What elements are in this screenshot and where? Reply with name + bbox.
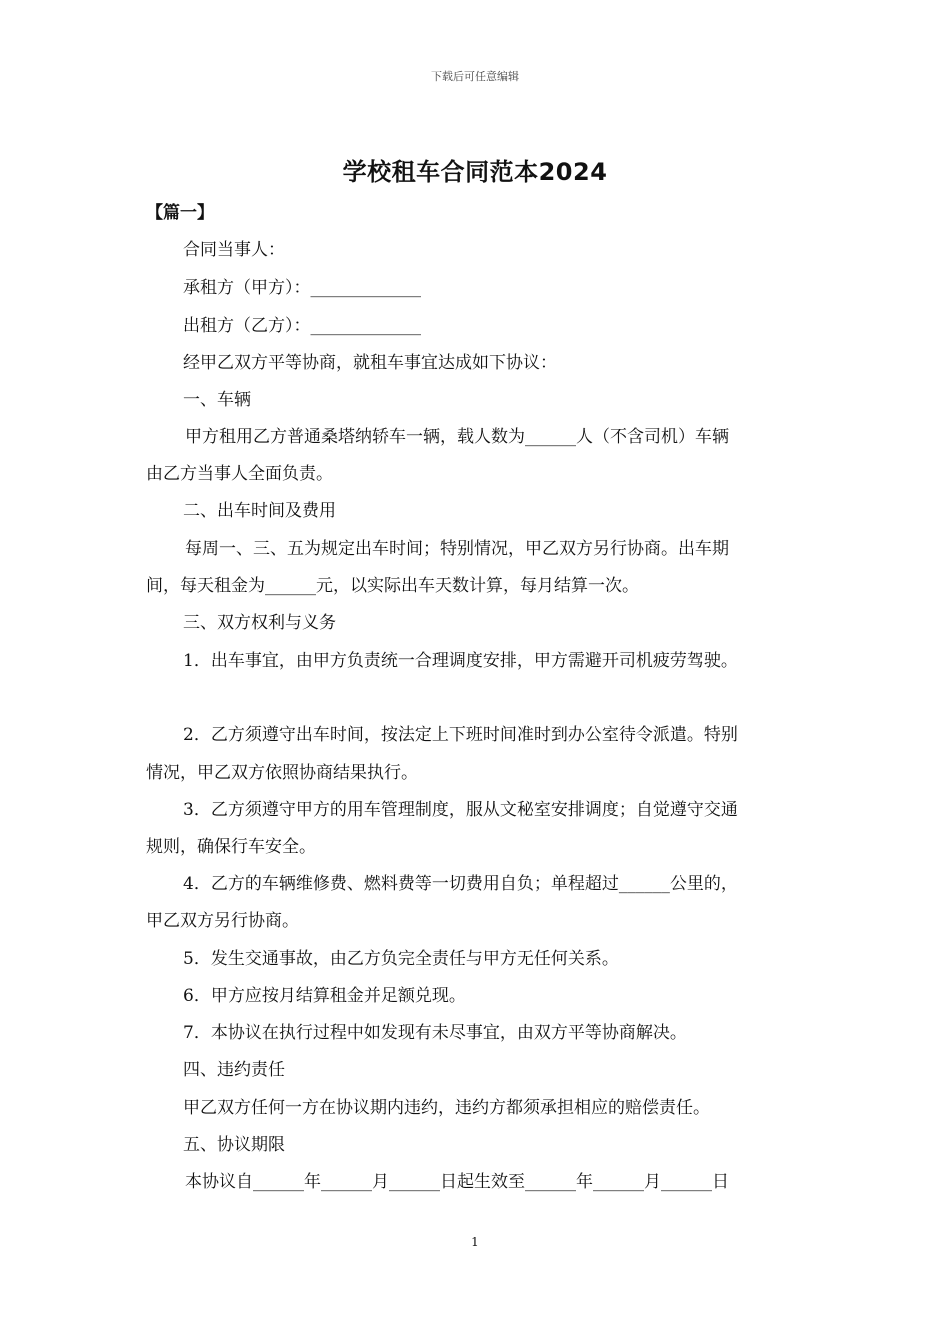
paragraph-line: 情况，甲乙双方依照协商结果执行。	[146, 763, 418, 783]
paragraph-line: 二、出车时间及费用	[183, 501, 336, 521]
paragraph-line: 出租方（乙方）：_____________	[183, 316, 421, 336]
paragraph-line: 经甲乙双方平等协商，就租车事宜达成如下协议：	[183, 353, 557, 373]
paragraph-line: 每周一、三、五为规定出车时间；特别情况，甲乙双方另行协商。出车期	[185, 539, 729, 559]
paragraph-line: 一、车辆	[183, 390, 251, 410]
paragraph-line: 由乙方当事人全面负责。	[146, 464, 333, 484]
paragraph-line: 合同当事人：	[183, 240, 285, 260]
paragraph-line: 五、协议期限	[183, 1135, 285, 1155]
paragraph-line: 4．乙方的车辆维修费、燃料费等一切费用自负；单程超过______公里的，	[183, 874, 738, 894]
paragraph-line: 2．乙方须遵守出车时间，按法定上下班时间准时到办公室待令派遣。特别	[183, 725, 738, 745]
paragraph-line: 三、双方权利与义务	[183, 613, 336, 633]
document-title: 学校租车合同范本2024	[342, 158, 608, 186]
paragraph-line: 6．甲方应按月结算租金并足额兑现。	[183, 986, 466, 1006]
paragraph-line: 3．乙方须遵守甲方的用车管理制度，服从文秘室安排调度；自觉遵守交通	[183, 800, 738, 820]
paragraph-line: 本协议自______年______月______日起生效至______年______月______日	[185, 1172, 729, 1192]
paragraph-line: 四、违约责任	[183, 1060, 285, 1080]
paragraph-line: 5．发生交通事故，由乙方负完全责任与甲方无任何关系。	[183, 949, 619, 969]
paragraph-line: 1．出车事宜，由甲方负责统一合理调度安排，甲方需避开司机疲劳驾驶。	[183, 651, 738, 671]
paragraph-line: 甲乙双方另行协商。	[146, 911, 299, 931]
section-tag: 【篇一】	[146, 203, 214, 223]
paragraph-line: 间，每天租金为______元，以实际出车天数计算，每月结算一次。	[146, 576, 639, 596]
paragraph-line: 承租方（甲方）：_____________	[183, 278, 421, 298]
header-note: 下载后可任意编辑	[431, 70, 519, 83]
paragraph-line: 规则，确保行车安全。	[146, 837, 316, 857]
paragraph-line: 甲乙双方任何一方在协议期内违约，违约方都须承担相应的赔偿责任。	[183, 1098, 710, 1118]
page-number: 1	[471, 1235, 479, 1249]
paragraph-line: 甲方租用乙方普通桑塔纳轿车一辆，载人数为______人（不含司机）车辆	[185, 427, 729, 447]
paragraph-line: 7．本协议在执行过程中如发现有未尽事宜，由双方平等协商解决。	[183, 1023, 687, 1043]
